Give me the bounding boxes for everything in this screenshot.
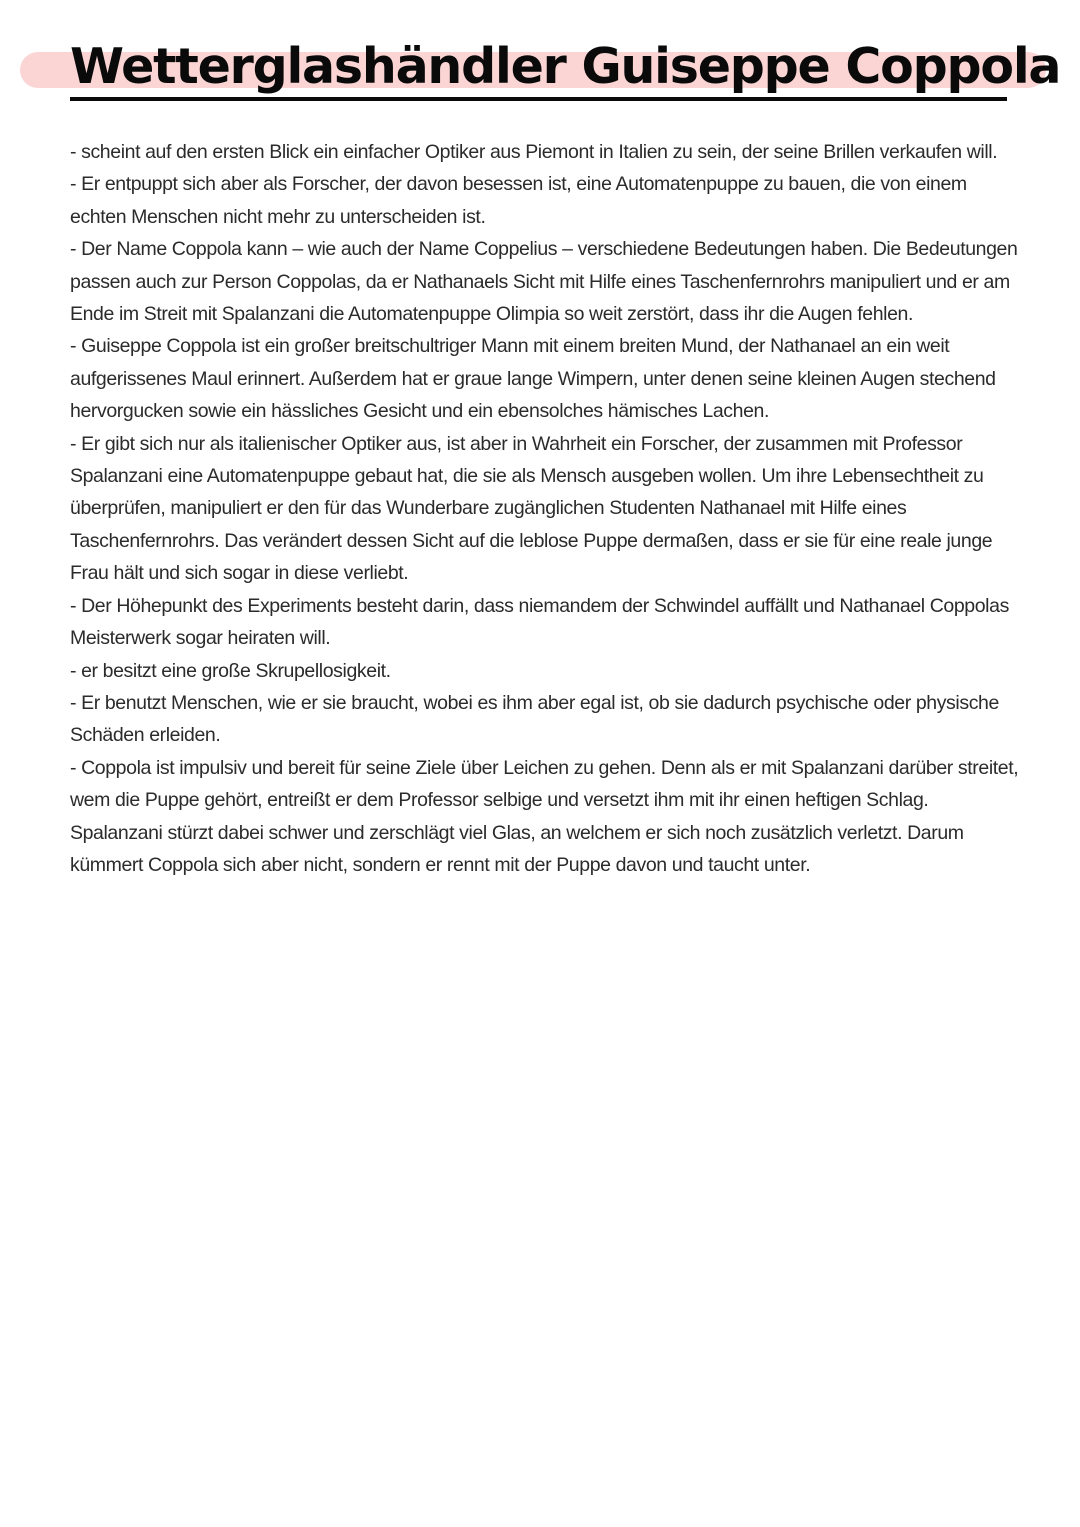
title-underline (70, 97, 1007, 101)
note-item: - Coppola ist impulsiv und bereit für seine Ziele über Leichen zu gehen. Denn als er mit Spalanzani darüber streitet, wem die Puppe gehört, entreißt er dem Professor selbige und versetzt ihm mit ihr einen heftigen Schlag. Spalanzani stürzt dabei schwer und zerschlägt viel Glas, an welchem er sich noch zusätzlich verletzt. Darum kümmert Coppola sich aber nicht, sondern er rennt mit der Puppe davon und taucht unter. (70, 756, 1019, 876)
note-item: - Er gibt sich nur als italienischer Optiker aus, ist aber in Wahrheit ein Forscher, der zusammen mit Professor Spalanzani eine Automatenpuppe gebaut hat, die sie als Mensch ausgeben wollen. Um ihre Lebensechtheit zu überprüfen, manipuliert er den für das Wunderbare zugänglichen Studenten Nathanael mit Hilfe eines Taschenfernrohrs. Das verändert dessen Sicht auf die leblose Puppe dermaßen, dass er sie für eine reale junge Frau hält und sich sogar in diese verliebt. (70, 432, 993, 585)
note-item: - Der Name Coppola kann – wie auch der Name Coppelius – verschiedene Bedeutungen haben. Die Bedeutungen passen auch zur Person Coppolas, da er Nathanaels Sicht mit Hilfe eines Taschenfernrohrs manipuliert und er am Ende im Streit mit Spalanzani die Automatenpuppe Olimpia so weit zerstört, dass ihr die Augen fehlen. (70, 238, 1018, 326)
note-item: - Er entpuppt sich aber als Forscher, der davon besessen ist, eine Automatenpuppe zu bauen, die von einem echten Menschen nicht mehr zu unterscheiden ist. (70, 173, 967, 228)
note-item: - er besitzt eine große Skrupellosigkeit. (70, 659, 391, 682)
note-item: - Er benutzt Menschen, wie er sie braucht, wobei es ihm aber egal ist, ob sie dadurch psychische oder physische Schäden erleiden. (70, 691, 999, 747)
notes-list (70, 136, 1020, 881)
title-block (0, 34, 1080, 106)
note-item: - scheint auf den ersten Blick ein einfacher Optiker aus Piemont in Italien zu sein, der seine Brillen verkaufen will. (70, 141, 998, 163)
note-item: - Der Höhepunkt des Experiments besteht darin, dass niemandem der Schwindel auffällt und Nathanael Coppolas Meisterwerk sogar heiraten will. (70, 594, 1009, 650)
note-item: - Guiseppe Coppola ist ein großer breitschultriger Mann mit einem breiten Mund, der Nathanael an ein weit aufgerissenes Maul erinnert. Außerdem hat er graue lange Wimpern, unter denen seine kleinen Augen stechend hervorgucken sowie ein hässliches Gesicht und ein ebensolches hämisches Lachen. (70, 335, 996, 423)
page-title: Wetterglashändler Guiseppe Coppola (70, 38, 1061, 95)
